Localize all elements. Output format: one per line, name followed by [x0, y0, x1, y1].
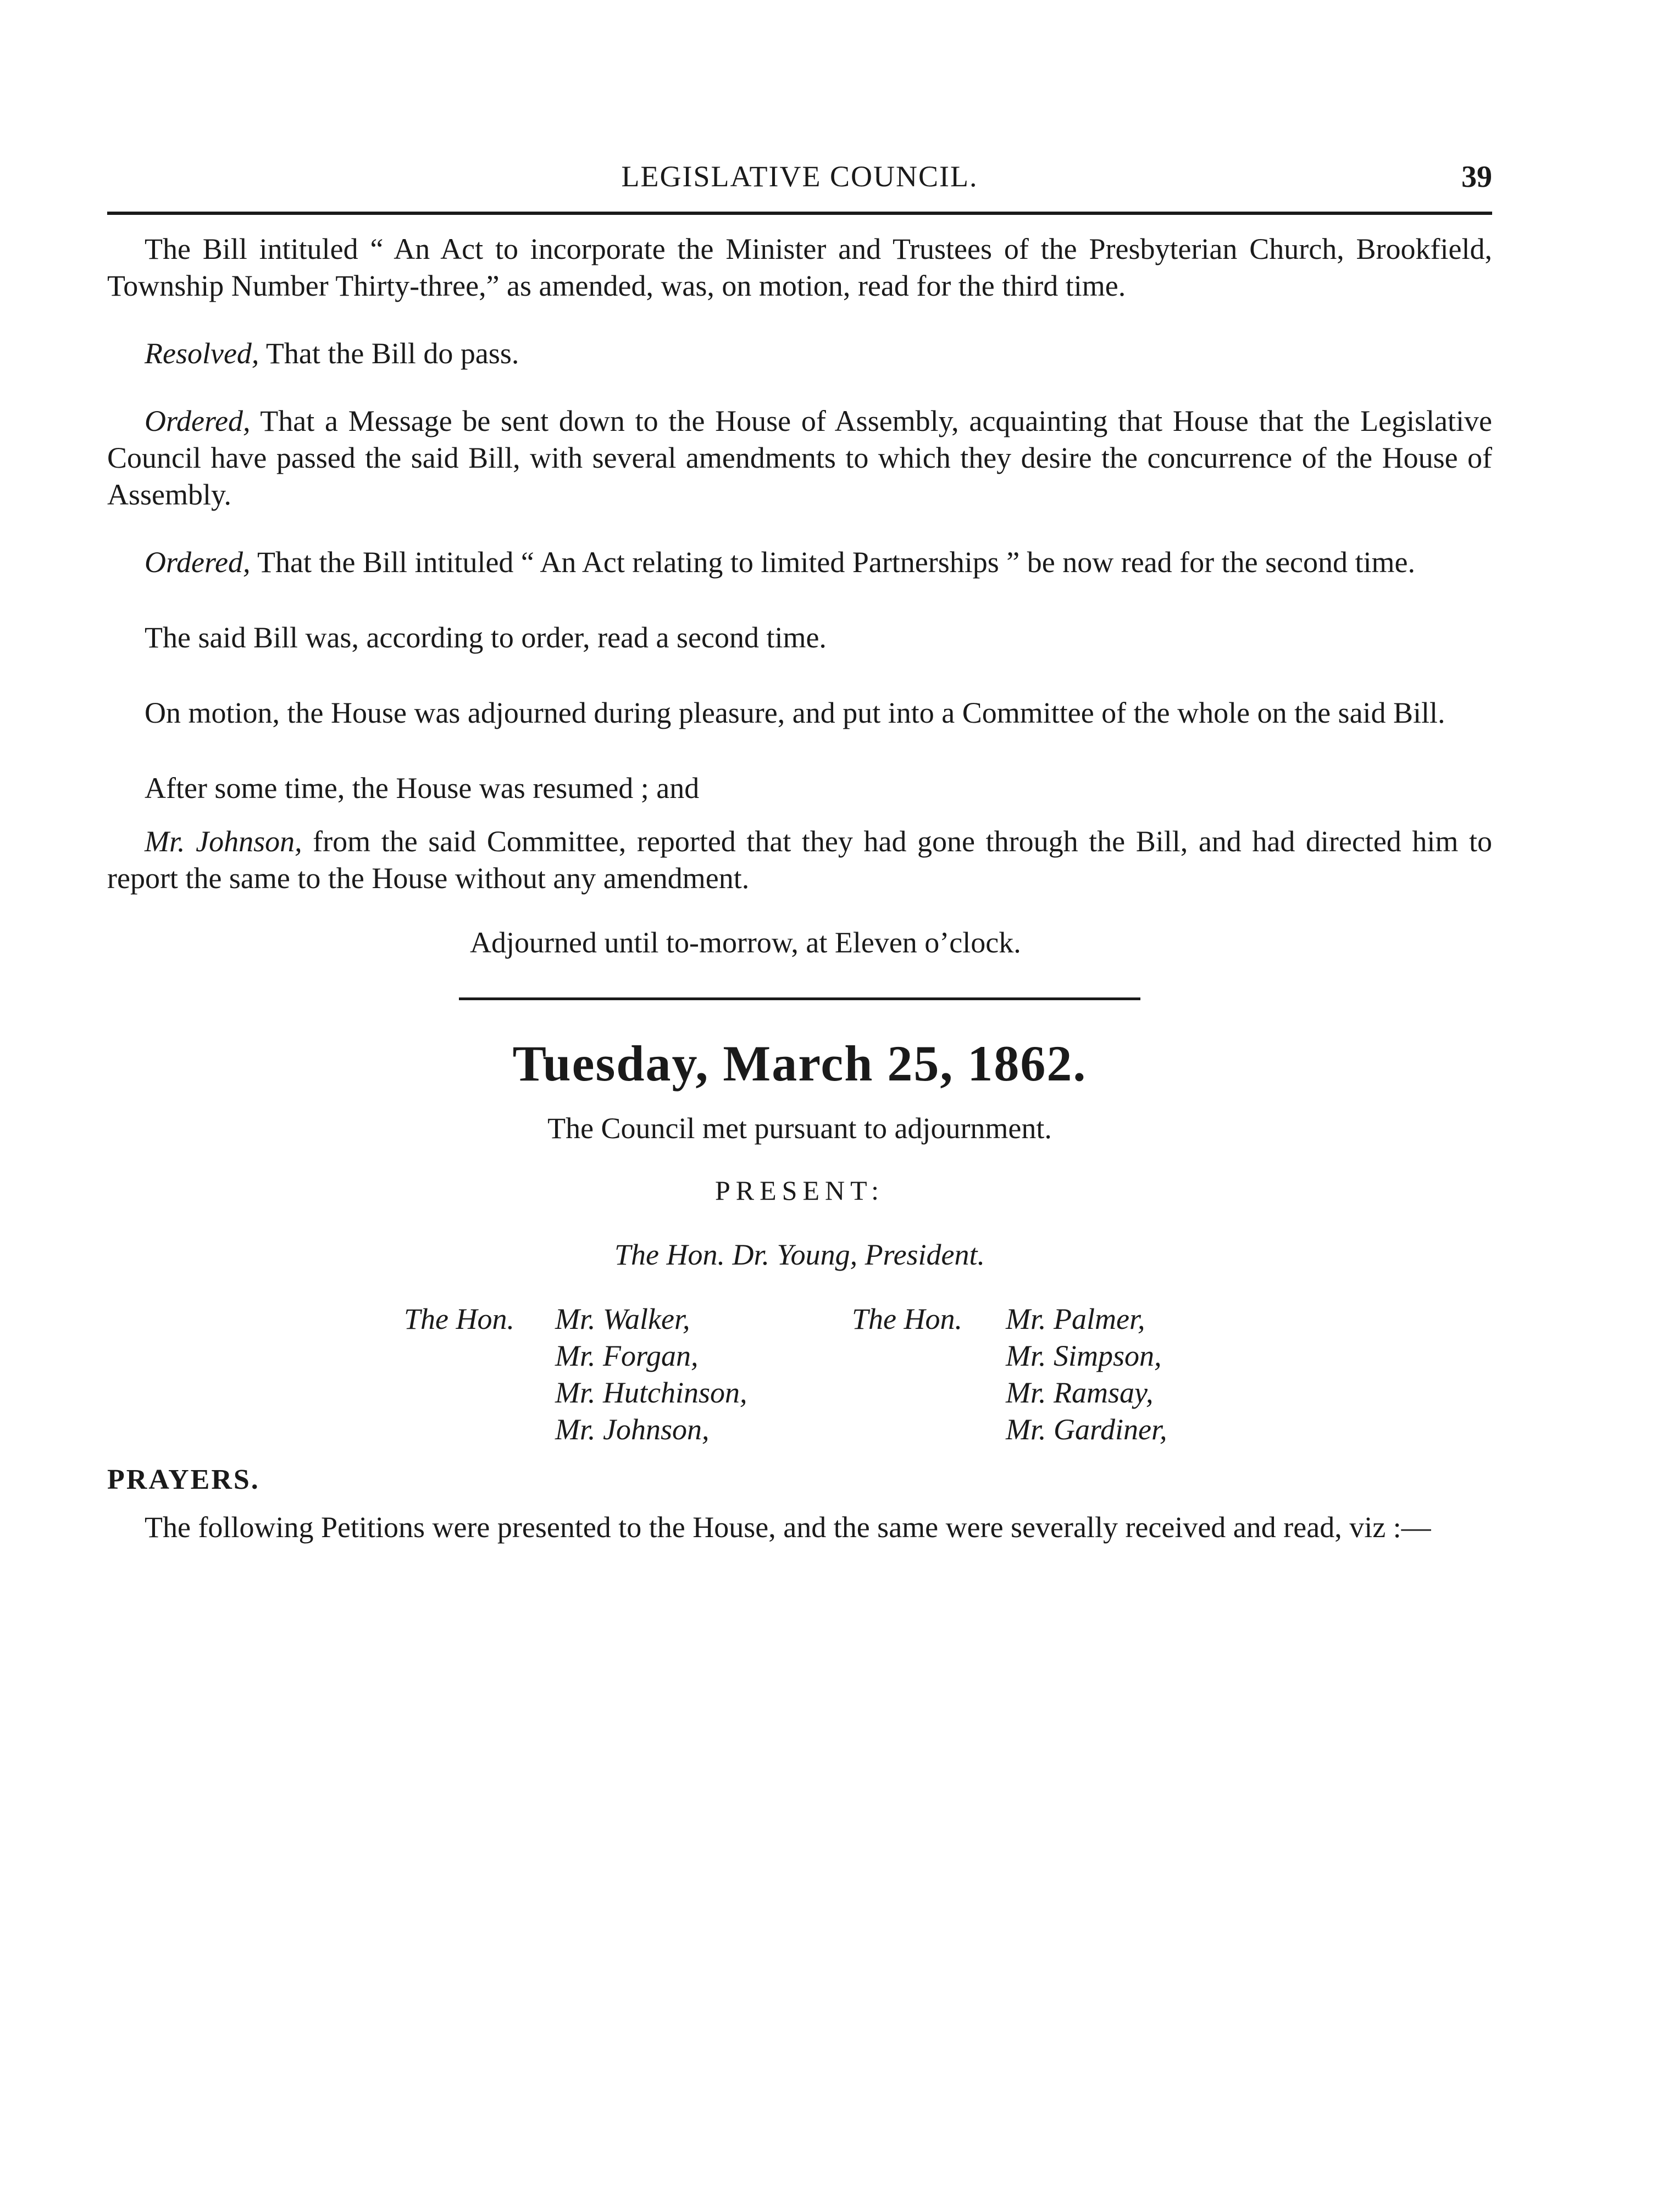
paragraph-bill-third-reading: The Bill intituled “ An Act to incorporate the Minister and Trustees of the Presbyterian Church, Brookfield, Township Number Thirty-three,” as amended, was, on motion, read for the third time.: [107, 232, 1492, 302]
left-hon-label: The Hon.: [404, 1302, 514, 1335]
paragraph-report: [107, 823, 1492, 897]
paragraph-committee: On motion, the House was adjourned during pleasure, and put into a Committee of the whole on the said Bill.: [145, 696, 1445, 729]
section-rule: [459, 997, 1140, 1000]
ordered-message-text: That a Message be sent down to the House of Assembly, acquainting that House that the Legislative Council have passed the said Bill, with several amendments to which they desire the concurrence of the House of Assembly.: [107, 404, 1492, 511]
page-number: 39: [1461, 160, 1492, 194]
member-name: Mr. Forgan,: [555, 1339, 699, 1372]
paragraph-resumed: After some time, the House was resumed ; and: [145, 772, 700, 805]
member-name: Mr. Ramsay,: [1006, 1376, 1154, 1409]
member-name: Mr. Hutchinson,: [555, 1376, 747, 1409]
body-text: [107, 231, 1492, 1546]
ordered-lead: Ordered,: [145, 404, 251, 437]
paragraph-second-reading: The said Bill was, according to order, read a second time.: [145, 621, 827, 654]
left-hon-column: [404, 1301, 514, 1338]
prayers-heading: PRAYERS.: [107, 1464, 260, 1495]
paragraph-ordered-second-reading: [107, 544, 1492, 581]
report-text: from the said Committee, reported that they had gone through the Bill, and had directed him to report the same to the House without any amendment.: [107, 825, 1492, 895]
resolved-lead: Resolved,: [145, 337, 259, 370]
paragraph-petitions: The following Petitions were presented to the House, and the same were severally received and read, viz :—: [145, 1511, 1431, 1544]
ordered-second-reading-text: That the Bill intituled “ An Act relating to limited Partnerships ” be now read for the second time.: [250, 546, 1415, 579]
present-label: PRESENT:: [714, 1175, 885, 1206]
president-line: The Hon. Dr. Young, President.: [614, 1238, 985, 1271]
right-members-column: [1006, 1301, 1167, 1448]
paragraph-resolved: [107, 335, 1492, 372]
member-name: Mr. Johnson,: [555, 1413, 710, 1446]
resolved-text: That the Bill do pass.: [259, 337, 519, 370]
adjourned-line: Adjourned until to-morrow, at Eleven o’clock.: [470, 926, 1021, 959]
member-name: Mr. Gardiner,: [1006, 1413, 1167, 1446]
page-header: [107, 159, 1492, 209]
right-hon-column: [852, 1301, 962, 1338]
paragraph-ordered-message: [107, 403, 1492, 513]
council-met-line: The Council met pursuant to adjournment.: [547, 1112, 1052, 1145]
member-name: Mr. Simpson,: [1006, 1339, 1162, 1372]
member-name: Mr. Walker,: [555, 1302, 690, 1335]
right-hon-label: The Hon.: [852, 1302, 962, 1335]
members-list: [107, 1301, 1492, 1466]
ordered-lead-2: Ordered,: [145, 546, 251, 579]
left-members-column: [555, 1301, 747, 1448]
running-head: LEGISLATIVE COUNCIL.: [621, 160, 978, 193]
date-heading: Tuesday, March 25, 1862.: [512, 1035, 1087, 1091]
header-rule: [107, 212, 1492, 215]
report-lead: Mr. Johnson,: [145, 825, 302, 858]
member-name: Mr. Palmer,: [1006, 1302, 1145, 1335]
